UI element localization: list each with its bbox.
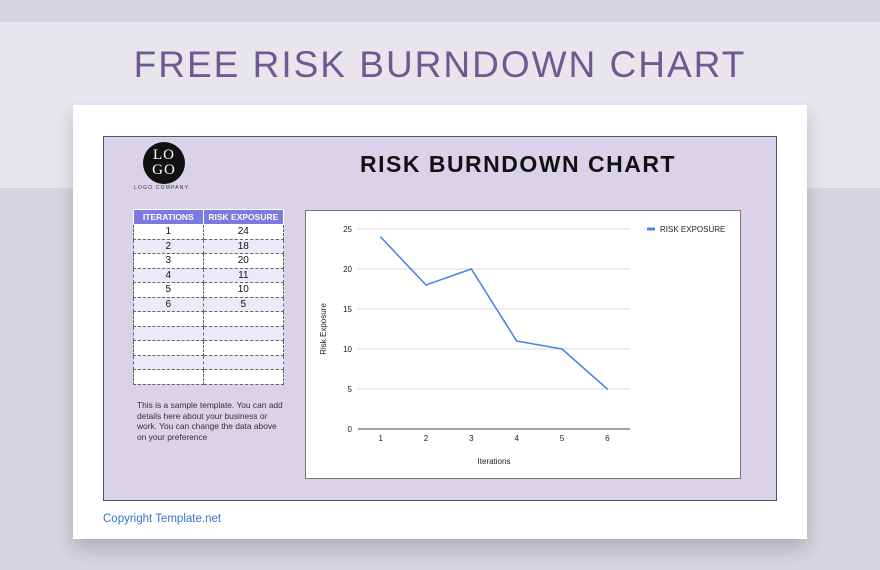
data-point [425, 284, 427, 286]
cell-risk-exposure[interactable] [203, 355, 283, 370]
x-axis-label: Iterations [477, 457, 511, 466]
chart-title: RISK BURNDOWN CHART [360, 151, 676, 177]
cell-iteration[interactable] [134, 341, 204, 356]
template-sheet [73, 105, 807, 539]
x-tick-label: 6 [605, 434, 610, 443]
header-iterations: ITERATIONS [134, 210, 204, 225]
cell-iteration[interactable]: 2 [134, 239, 204, 254]
cell-iteration[interactable]: 3 [134, 254, 204, 269]
table-row [134, 268, 284, 283]
cell-iteration[interactable] [134, 312, 204, 327]
y-tick-label: 15 [343, 305, 352, 314]
data-point [561, 348, 563, 350]
cell-risk-exposure[interactable]: 20 [203, 254, 283, 269]
data-table [133, 209, 284, 385]
x-tick-label: 3 [469, 434, 474, 443]
x-tick-label: 2 [423, 434, 429, 443]
table-row [134, 297, 284, 312]
table-row [134, 225, 284, 240]
table-row [134, 283, 284, 298]
data-point [471, 268, 473, 270]
cell-risk-exposure[interactable]: 24 [203, 225, 283, 240]
cell-risk-exposure[interactable]: 18 [203, 239, 283, 254]
table-row [134, 370, 284, 385]
line-chart [306, 211, 740, 478]
cell-risk-exposure[interactable] [203, 341, 283, 356]
table-row [134, 341, 284, 356]
cell-iteration[interactable] [134, 355, 204, 370]
cell-iteration[interactable]: 1 [134, 225, 204, 240]
table-row [134, 326, 284, 341]
y-tick-label: 25 [343, 225, 352, 234]
header-risk-exposure: RISK EXPOSURE [203, 210, 283, 225]
x-tick-label: 5 [559, 434, 565, 443]
cell-risk-exposure[interactable]: 10 [203, 283, 283, 298]
y-tick-label: 0 [347, 425, 352, 434]
page-heading: FREE RISK BURNDOWN CHART [133, 44, 747, 85]
note-text: This is a sample template. You can add details here about your business or work. You can change the data above on your preference [137, 400, 283, 442]
x-tick-label: 1 [378, 434, 383, 443]
logo-text-bottom: GO [152, 162, 176, 178]
cell-iteration[interactable]: 6 [134, 297, 204, 312]
logo-company-text: LOGO COMPANY [134, 185, 190, 191]
series-line [381, 237, 608, 389]
table-row [134, 239, 284, 254]
logo-text-top: LO [153, 147, 175, 163]
cell-iteration[interactable]: 5 [134, 283, 204, 298]
chart-container [305, 210, 741, 479]
y-tick-label: 10 [343, 345, 352, 354]
table-body [134, 225, 284, 385]
cell-risk-exposure[interactable] [203, 312, 283, 327]
table-row [134, 254, 284, 269]
logo-icon [143, 142, 185, 184]
cell-risk-exposure[interactable]: 5 [203, 297, 283, 312]
cell-risk-exposure[interactable] [203, 326, 283, 341]
cell-iteration[interactable] [134, 326, 204, 341]
table-row [134, 355, 284, 370]
cell-risk-exposure[interactable] [203, 370, 283, 385]
cell-risk-exposure[interactable]: 11 [203, 268, 283, 283]
copyright-link[interactable]: Copyright Template.net [103, 513, 222, 525]
data-point [607, 388, 609, 390]
data-point [516, 340, 518, 342]
table-row [134, 312, 284, 327]
top-band [0, 0, 880, 22]
y-tick-label: 5 [347, 385, 352, 394]
content-panel [103, 136, 777, 501]
cell-iteration[interactable] [134, 370, 204, 385]
y-tick-label: 20 [343, 265, 352, 274]
data-point [380, 236, 382, 238]
y-axis-label: Risk Exposure [319, 303, 328, 355]
x-tick-label: 4 [514, 434, 519, 443]
table-header-row [134, 210, 284, 225]
cell-iteration[interactable]: 4 [134, 268, 204, 283]
legend-label: RISK EXPOSURE [660, 225, 726, 234]
